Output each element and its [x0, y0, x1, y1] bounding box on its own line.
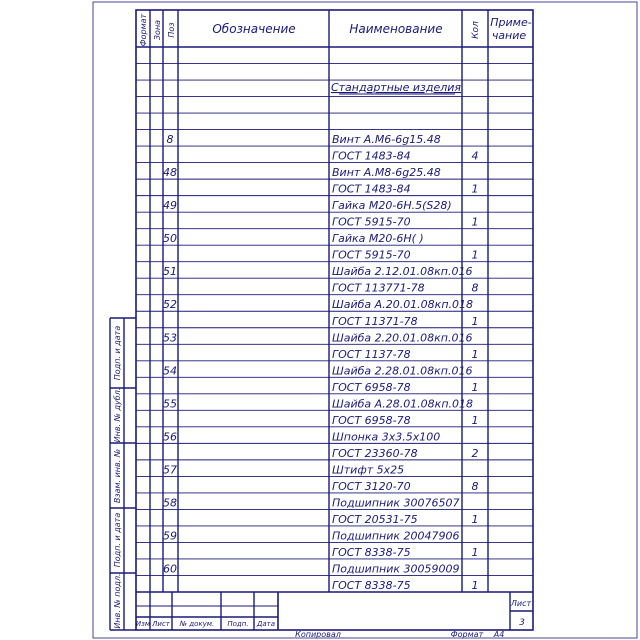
section-title: Стандартные изделия — [330, 81, 462, 94]
tb-sheet-label: Лист — [510, 599, 532, 608]
row-quantity: 1 — [471, 413, 479, 427]
tb-izm: Изм — [135, 620, 151, 628]
row-name: ГОСТ 8338-75 — [332, 579, 411, 592]
row-position: 60 — [163, 562, 177, 576]
footer-format-value: А4 — [493, 630, 505, 639]
row-position: 58 — [163, 496, 177, 510]
header-name: Наименование — [349, 22, 443, 36]
row-name: Винт А.М6-6g15.48 — [332, 133, 441, 147]
strip-podp-data-2: Подп. и дата — [113, 512, 122, 568]
row-name: Шайба 2.20.01.08кп.016 — [332, 331, 473, 345]
row-quantity: 2 — [471, 446, 479, 460]
row-position: 8 — [166, 133, 174, 147]
row-name: ГОСТ 11371-78 — [332, 314, 418, 328]
row-position: 52 — [163, 298, 177, 312]
tb-sheet-number: 3 — [519, 618, 525, 628]
row-name: Шайба 2.28.01.08кп.016 — [332, 364, 473, 378]
row-quantity: 1 — [471, 347, 479, 361]
row-name: Винт А.М8-6g25.48 — [332, 166, 441, 180]
row-name: Гайка М20-6Н.5(S28) — [332, 199, 452, 213]
title-block — [136, 592, 533, 630]
row-quantity: 1 — [471, 215, 479, 229]
row-name: ГОСТ 23360-78 — [332, 446, 418, 460]
row-quantity: 1 — [471, 380, 479, 394]
footer-copied: Копировал — [295, 630, 341, 639]
row-name: ГОСТ 1137-78 — [332, 347, 411, 361]
header-note-line1: Приме- — [490, 16, 532, 29]
strip-inv-dubl: Инв. № дубл. — [113, 387, 122, 443]
left-strip — [110, 318, 136, 630]
row-quantity: 1 — [471, 512, 479, 526]
row-position: 51 — [163, 265, 177, 279]
row-position: 59 — [163, 529, 177, 543]
strip-podp-data-1: Подп. и дата — [113, 325, 122, 381]
row-name: Шайба А.20.01.08кп.018 — [332, 298, 474, 312]
row-quantity: 1 — [471, 545, 479, 559]
tb-date: Дата — [256, 620, 276, 628]
row-name: ГОСТ 5915-70 — [332, 215, 411, 229]
row-name: ГОСТ 3120-70 — [332, 479, 411, 493]
row-name: Шайба 2.12.01.08кп.016 — [332, 265, 473, 279]
row-name: ГОСТ 6958-78 — [332, 380, 411, 394]
row-position: 53 — [163, 331, 177, 345]
header-format: Формат — [139, 13, 148, 47]
row-quantity: 1 — [471, 248, 479, 262]
rows — [163, 133, 479, 592]
row-position: 56 — [163, 430, 177, 444]
header-pos: Поз — [167, 22, 176, 38]
row-position: 48 — [163, 166, 177, 180]
strip-inv-podl: Инв. № подл. — [113, 573, 122, 629]
row-position: 49 — [163, 199, 177, 213]
footer-format-label: Формат — [450, 630, 484, 639]
row-position: 57 — [163, 463, 177, 477]
row-name: ГОСТ 8338-75 — [332, 545, 411, 559]
row-name: Подшипник 20047906 — [332, 529, 460, 543]
row-name: ГОСТ 6958-78 — [332, 413, 411, 427]
row-position: 54 — [163, 364, 177, 378]
row-name: Шпонка 3х3.5х100 — [332, 430, 441, 444]
header-zone: Зона — [153, 19, 162, 41]
row-position: 50 — [163, 232, 177, 246]
header-note-line2: чание — [491, 29, 527, 42]
header-designation: Обозначение — [212, 22, 296, 36]
row-name: ГОСТ 20531-75 — [332, 512, 418, 526]
row-quantity: 1 — [471, 182, 479, 196]
tb-list: Лист — [152, 620, 170, 628]
row-name: Штифт 5х25 — [332, 463, 405, 477]
row-name: ГОСТ 5915-70 — [332, 248, 411, 262]
row-name: ГОСТ 1483-84 — [332, 149, 411, 163]
row-quantity: 8 — [471, 479, 479, 493]
header-qty: Кол — [471, 21, 481, 39]
row-name: Шайба А.28.01.08кп.018 — [332, 397, 474, 411]
strip-vzam-inv: Взам. инв. № — [113, 448, 122, 504]
row-name: ГОСТ 1483-84 — [332, 182, 411, 196]
tb-podp: Подп. — [227, 620, 249, 628]
row-name: Гайка М20-6Н( ) — [332, 232, 424, 246]
row-name: ГОСТ 113771-78 — [332, 281, 425, 295]
row-quantity: 4 — [471, 149, 479, 163]
row-name: Подшипник 30059009 — [332, 562, 460, 576]
row-quantity: 1 — [471, 314, 479, 328]
row-position: 55 — [163, 397, 177, 411]
row-name: Подшипник 30076507 — [332, 496, 460, 510]
tb-doc-no: № докум. — [179, 620, 215, 628]
row-quantity: 1 — [471, 579, 479, 592]
row-quantity: 8 — [471, 281, 479, 295]
